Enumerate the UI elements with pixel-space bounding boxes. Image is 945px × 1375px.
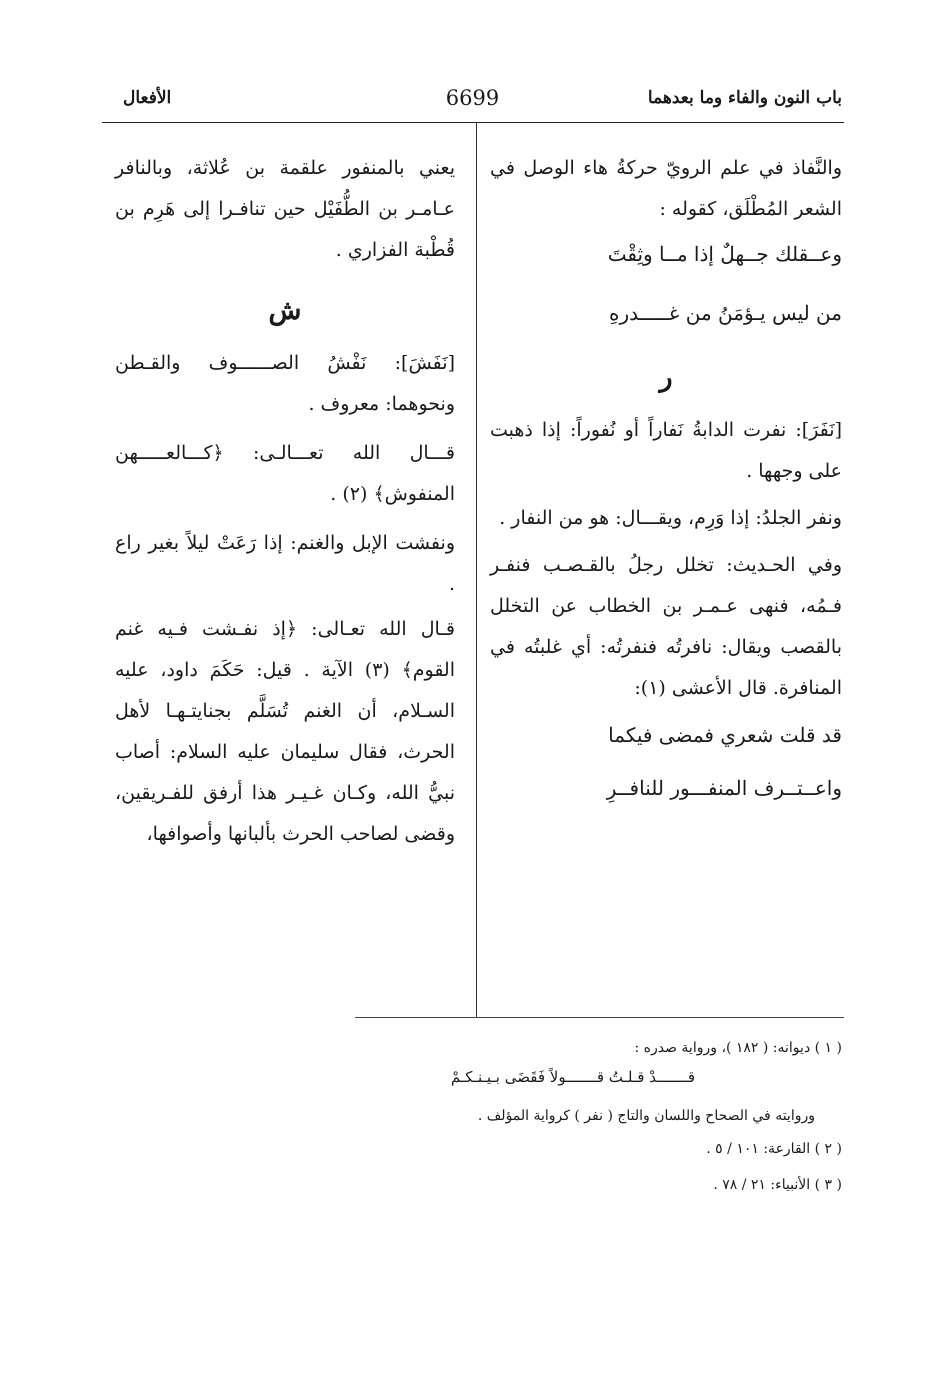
right-column: [490, 148, 842, 809]
section-title: الأفعال: [123, 88, 172, 108]
paragraph: يعني بالمنفور علقمة بن عُلاثة، وبالنافر عـامـر بن الطُّفَيْل حين تنافـرا إلى هَرِم بن قُطْبة الفزاري .: [115, 157, 455, 261]
verse-line: قد قلت شعري فمضى فيكما: [608, 723, 842, 747]
verse-line: من ليس يـؤمَنُ من غـــــدرهِ: [608, 301, 842, 325]
column-divider: [476, 123, 477, 1017]
section-letter: ر: [659, 362, 673, 393]
verse-line: وعــقلك جــهلٌ إذا مــا وثِقْتَ: [607, 242, 842, 266]
paragraph: والنَّفاذ في علم الرويّ حركةُ هاء الوصل في الشعر المُطْلَق، كقوله :: [490, 157, 842, 220]
footnote-1-note: وروايته في الصحاح واللسان والتاج ( نفر ) كرواية المؤلف .: [477, 1108, 815, 1124]
page-number: 6699: [445, 86, 500, 110]
footnote-3: ( ٣ ) الأنبياء: ٢١ / ٧٨ .: [713, 1177, 842, 1193]
paragraph: ونفشت الإبل والغنم: إذا رَعَتْ ليلاً بغير راع .: [115, 532, 455, 595]
footnote-2: ( ٢ ) القارعة: ١٠١ / ٥ .: [706, 1141, 842, 1157]
chapter-title: باب النون والفاء وما بعدهما: [647, 88, 842, 108]
header-rule: [102, 122, 844, 123]
paragraph: [نَفَشَ]: نَفْشُ الصــــــوف والقـطن ونحوهما: معروف .: [115, 352, 455, 415]
paragraph: [نَفَرَ]: نفرت الدابةُ نَفاراً أو نُفوراً: إذا ذهبت على وجهها .: [490, 419, 842, 482]
footnote-rule: [355, 1017, 844, 1018]
section-letter: ش: [268, 295, 302, 326]
paragraph: قـــال الله تعـــالـى: ﴿كـــالعـــــهن المنفوش﴾ (٢) .: [115, 442, 455, 505]
paragraph: وفي الحـديث: تخلل رجلُ بالقـصـب فنفـر فـمُه، فنهى عـمـر بن الخطاب عن التخلل بالقصب ويقال: نافرتُه فنفرتُه: أي غلبتُه في المنافرة. قال الأعشى (١):: [490, 554, 842, 699]
paragraph: ونفر الجلدُ: إذا وَرِم، ويقـــال: هو من النفار .: [499, 507, 842, 529]
footnote-1: ( ١ ) ديوانه: ( ١٨٢ )، ورواية صدره :: [634, 1040, 842, 1056]
verse-line: واعــتــرف المنفـــور للنافــرِ: [606, 776, 842, 800]
left-column: [115, 148, 455, 855]
footnote-1-verse: قـــــــدْ قـلـتُ قـــــــولاً فَقَضَى بـيـنـكـمْ: [450, 1068, 695, 1086]
paragraph: قـال الله تعـالى: ﴿إذ نفـشت فـيه غنم القوم﴾ (٣) الآية . قيل: حَكَمَ داود، عليه السـلام، أن الغنم تُسَلَّم بجنايتـهـا لأهل الحرث، فقال سليمان عليه السلام: أصاب نبيُّ الله، وكـان غـيـر هذا أرفق للفـريقين، وقضى لصاحب الحرث بألبانها وأصوافها،: [115, 618, 455, 845]
